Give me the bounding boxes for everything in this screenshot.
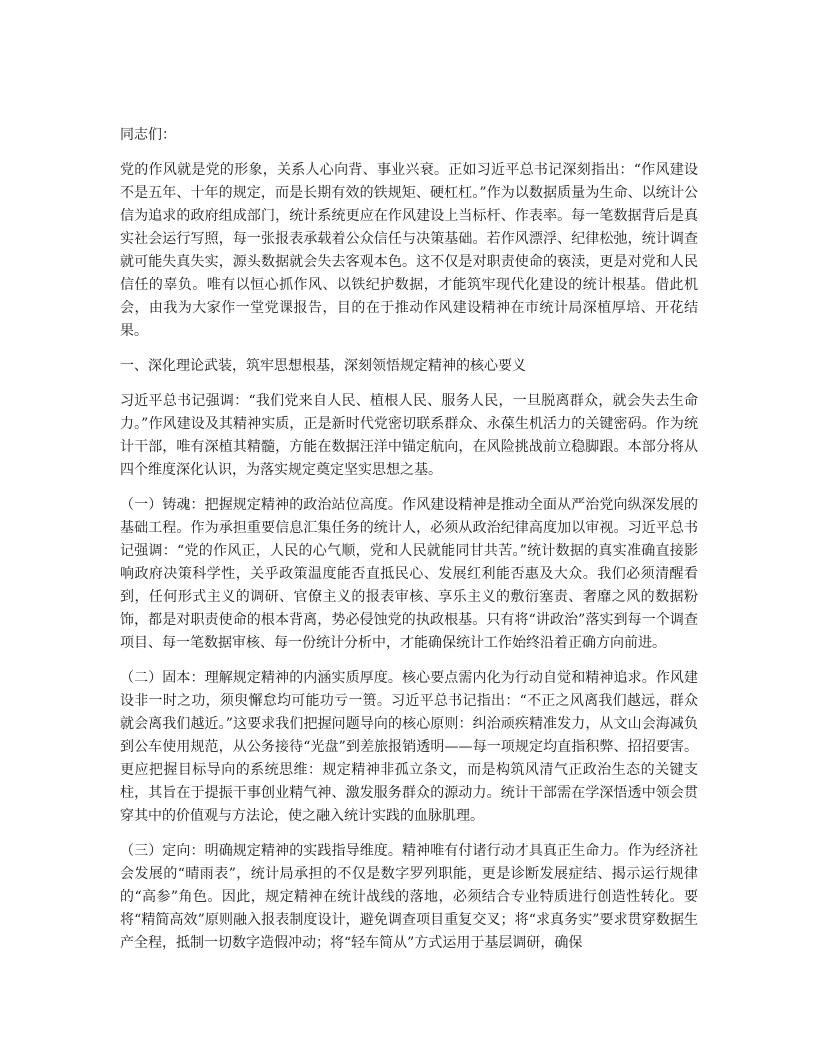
intro-paragraph: 党的作风就是党的形象，关系人心向背、事业兴衰。正如习近平总书记深刻指出：“作风建设不是五年、十年的规定，而是长期有效的铁规矩、硬杠杠。”作为以数据质量为生命、以统计公信为追求的政府组成部门，统计系统更应在作风建设上当标杆、作表率。每一笔数据背后是真实社会运行写照，每一张报表承载着公众信任与决策基础。若作风漂浮、纪律松弛，统计调查就可能失真失实，源头数据就会失去客观本色。这不仅是对职责使命的亵渎，更是对党和人民信任的辜负。唯有以恒心抓作风、以铁纪护数据，才能筑牢现代化建设的统计根基。借此机会，由我为大家作一堂党课报告，目的在于推动作风建设精神在市统计局深植厚培、开花结果。 <box>120 162 698 339</box>
section-intro-paragraph: 习近平总书记强调：“我们党来自人民、植根人民、服务人民，一旦脱离群众，就会失去生命力。”作风建设及其精神实质，正是新时代党密切联系群众、永葆生机活力的关键密码。作为统计干部，唯有深植其精髓，方能在数据汪洋中锚定航向，在风险挑战前立稳脚跟。本部分将从四个维度深化认识，为落实规定奠定坚实思想之基。 <box>120 393 698 478</box>
subsection-1-paragraph: （一）铸魂：把握规定精神的政治站位高度。作风建设精神是推动全面从严治党向纵深发展的基础工程。作为承担重要信息汇集任务的统计人，必须从政治纪律高度加以审视。习近平总书记强调：“党的作风正，人民的心气顺，党和人民就能同甘共苦。”统计数据的真实准确直接影响政府决策科学性，关乎政策温度能否直抵民心、发展红利能否惠及大众。我们必须清醒看到，任何形式主义的调研、官僚主义的报表审核、享乐主义的敷衍塞责、奢靡之风的数据粉饰，都是对职责使命的根本背离，势必侵蚀党的执政根基。只有将“讲政治”落实到每一个调查项目、每一笔数据审核、每一份统计分析中，才能确保统计工作始终沿着正确方向前进。 <box>120 497 698 651</box>
document-body <box>120 124 698 967</box>
subsection-2-paragraph: （二）固本：理解规定精神的内涵实质厚度。核心要点需内化为行动自觉和精神追求。作风建设非一时之功，须臾懈怠均可能功亏一篑。习近平总书记指出：“不正之风离我们越远，群众就会离我们越近。”这要求我们把握问题导向的核心原则：纠治顽疾精准发力，从文山会海减负到公车使用规范，从公务接待“光盘”到差旅报销透明——每一项规定均直指积弊、招招要害。更应把握目标导向的系统思维：规定精神非孤立条文，而是构筑风清气正政治生态的关键支柱，其旨在于提振干事创业精气神、激发服务群众的源动力。统计干部需在学深悟透中领会贯穿其中的价值观与方法论，使之融入统计实践的血脉肌理。 <box>120 670 698 824</box>
section-heading: 一、深化理论武装，筑牢思想根基，深刻领悟规定精神的核心要义 <box>120 358 526 374</box>
salutation: 同志们： <box>120 127 176 143</box>
subsection-3-paragraph: （三）定向：明确规定精神的实践指导维度。精神唯有付诸行动才具真正生命力。作为经济社会发展的“晴雨表”，统计局承担的不仅是数字罗列职能，更是诊断发展症结、揭示运行规律的“高参”角色。因此，规定精神在统计战线的落地，必须结合专业特质进行创造性转化。要将“精简高效”原则融入报表制度设计，避免调查项目重复交叉；将“求真务实”要求贯穿数据生产全程，抵制一切数字造假冲动；将“轻车简从”方式运用于基层调研，确保 <box>120 843 698 951</box>
